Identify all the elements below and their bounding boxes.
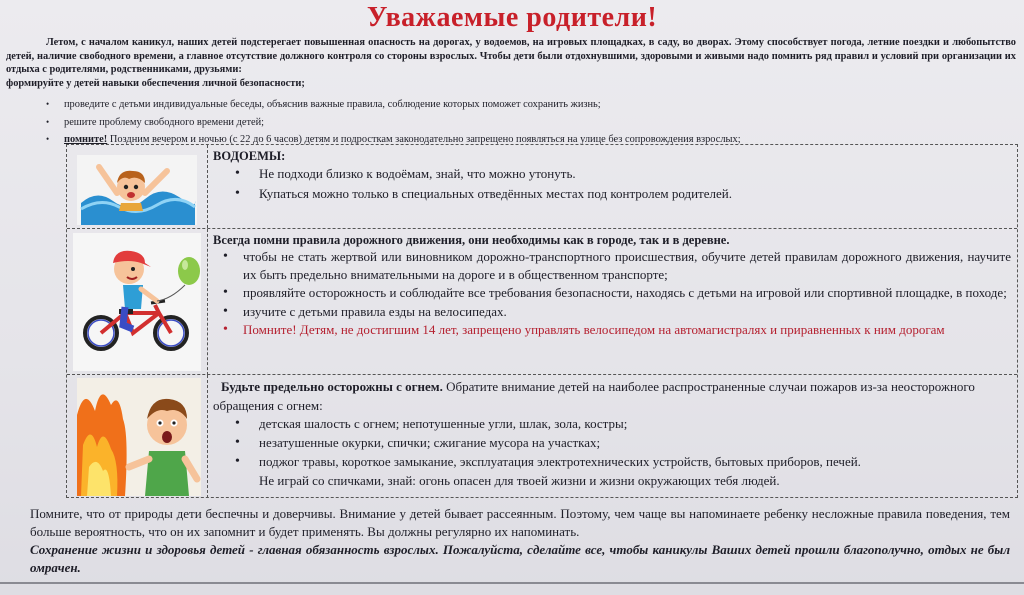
list-item: • чтобы не стать жертвой или виновником дорожно-транспортного происшествия, обучите детей правилам дорожного движения, научите их быть предельно внимательными на дороге и в общественном транспорте;	[213, 248, 1011, 284]
intro-paragraph: Летом, с началом каникул, наших детей подстерегает повышенная опасность на дорогах, у водоемов, на игровых площадках, в саду, во дворах. Этому способствует погода, летние поездки и любопытство детей, наличие свободного времени, а главное отсутствие должного контроля со стороны взрослых. Чтобы дети были отдохнувшими, здоровыми и живыми надо помнить ряд правил и условий при организации их отдыха с родителями, родственниками, друзьями:	[6, 37, 1016, 76]
table-row-fire	[67, 374, 1017, 498]
table-row-road	[67, 228, 1017, 375]
fire-intro	[213, 378, 1011, 415]
list-item: • поджог травы, короткое замыкание, эксплуатация электротехнических устройств, бытовых приборов, печей.	[213, 453, 1011, 472]
water-rules	[213, 145, 1011, 228]
fire-intro-text: Обратите внимание детей на наиболее распространенные случаи пожаров из-за неосторожного обращения с огнем:	[213, 379, 975, 413]
fire-last-rule: Не играй со спичками, знай: огонь опасен для твоей жизни и жизни окружающих тебя людей.	[259, 473, 780, 489]
page-title: Уважаемые родители!	[366, 2, 658, 33]
table-row-water	[67, 145, 1017, 228]
bottom-divider	[0, 582, 1024, 584]
road-heading: Всегда помни правила дорожного движения, они необходимы как в городе, так и в деревне.	[213, 233, 730, 247]
rules-table	[66, 144, 1018, 498]
fire-illustration	[67, 375, 208, 498]
list-item: • незатушенные окурки, спички; сжигание мусора на участках;	[213, 434, 1011, 453]
water-heading: ВОДОЕМЫ:	[213, 149, 286, 163]
highlight-text: помните!	[64, 134, 108, 145]
fire-heading: Будьте предельно осторожны с огнем.	[221, 379, 443, 394]
list-item: • проведите с детьми индивидуальные беседы, объяснив важные правила, соблюдение которых поможет сохранить жизнь;	[46, 96, 1006, 114]
drowning-child-illustration	[67, 145, 208, 228]
boy-on-bicycle-illustration	[67, 229, 208, 375]
list-item: • Не подходи близко к водоёмам, знай, что можно утонуть.	[213, 164, 1011, 184]
advice-list	[46, 96, 1006, 149]
list-item: • детская шалость с огнем; непотушенные угли, шлак, зола, костры;	[213, 415, 1011, 434]
fire-rules	[213, 375, 1011, 498]
road-warning: • Помните! Детям, не достигшим 14 лет, запрещено управлять велосипедом на автомагистралях и приравненных к ним дорогам	[213, 321, 1011, 339]
footer-closing: Сохранение жизни и здоровья детей - главная обязанность взрослых. Пожалуйста, сделайте все, чтобы каникулы Ваших детей прошли благополучно, отдых не был омрачен.	[30, 542, 1010, 575]
list-item-text: Поздним вечером и ночью (с 22 до 6 часов) детям и подросткам законодательно запрещено появляться на улице без сопровождения взрослых;	[107, 134, 741, 145]
list-item: • проявляйте осторожность и соблюдайте все требования безопасности, находясь с детьми на игровой или спортивной площадке, в походе;	[213, 284, 1011, 302]
road-rules	[213, 229, 1011, 375]
list-item: • изучите с детьми правила езды на велосипедах.	[213, 303, 1011, 321]
footer-text	[30, 505, 1010, 577]
list-item: • решите проблему свободного времени детей;	[46, 114, 1006, 132]
list-item: • Купаться можно только в специальных отведённых местах под контролем родителей.	[213, 184, 1011, 204]
intro-subheading: формируйте у детей навыки обеспечения личной безопасности;	[6, 77, 305, 89]
intro-text	[6, 36, 1016, 90]
footer-paragraph: Помните, что от природы дети беспечны и доверчивы. Внимание у детей бывает рассеянным. Поэтому, чем чаще вы напоминаете ребенку несложные правила поведения, тем больше вероятность, что он их запомнит и будет применять. Вы должны регулярно их напоминать.	[30, 506, 1010, 539]
